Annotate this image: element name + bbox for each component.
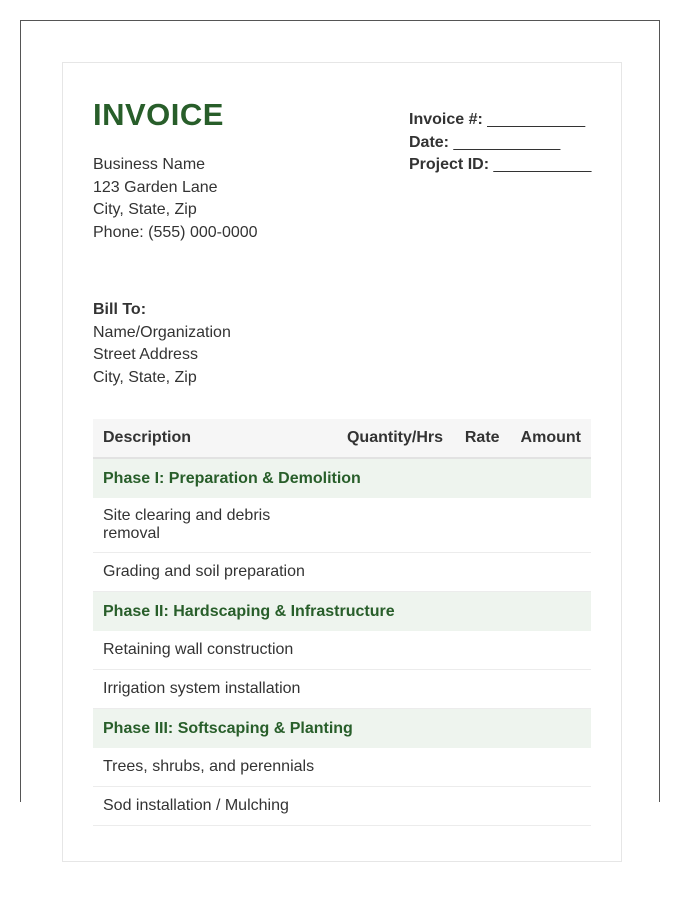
item-description: Retaining wall construction: [93, 631, 336, 670]
item-amount: [511, 553, 591, 592]
invoice-page: [62, 62, 622, 862]
invoice-number-row: [409, 109, 591, 132]
invoice-title: INVOICE: [93, 97, 224, 132]
invoice-date-row: [409, 132, 591, 155]
business-city: City, State, Zip: [93, 201, 197, 218]
bill-to-heading: Bill To:: [93, 301, 147, 318]
column-header-quantity: Quantity/Hrs: [336, 419, 454, 458]
project-id-field: ___________: [493, 156, 592, 173]
bill-to-block: [93, 299, 231, 389]
table-row: [93, 787, 591, 826]
phase-label: Phase II: Hardscaping & Infrastructure: [93, 592, 591, 632]
item-rate: [454, 631, 511, 670]
business-street: 123 Garden Lane: [93, 178, 218, 196]
item-amount: [511, 748, 591, 787]
item-rate: [454, 787, 511, 826]
invoice-date-field: ____________: [453, 133, 561, 151]
line-items-table: [93, 419, 591, 826]
item-amount: [511, 631, 591, 670]
item-description: Sod installation / Mulching: [93, 787, 336, 826]
column-header-rate: Rate: [454, 419, 511, 458]
item-rate: [454, 748, 511, 787]
item-description: Site clearing and debris removal: [93, 498, 336, 553]
phase-row: [93, 592, 591, 632]
document-viewport: [20, 20, 660, 814]
item-description: Grading and soil preparation: [93, 553, 336, 592]
item-quantity: [336, 670, 454, 709]
item-amount: [511, 670, 591, 709]
business-info: [93, 154, 258, 244]
column-header-description: Description: [93, 419, 336, 458]
phase-row: [93, 458, 591, 498]
business-name: Business Name: [93, 156, 206, 173]
item-quantity: [336, 553, 454, 592]
item-quantity: [336, 787, 454, 826]
item-quantity: [336, 748, 454, 787]
bill-to-name: Name/Organization: [93, 323, 231, 341]
bill-to-street: Street Address: [93, 346, 198, 363]
item-quantity: [336, 631, 454, 670]
item-amount: [511, 787, 591, 826]
invoice-number-field: ___________: [487, 111, 586, 128]
table-row: [93, 670, 591, 709]
column-header-amount: Amount: [511, 419, 591, 458]
invoice-number-label: Invoice #:: [409, 111, 483, 128]
project-id-label: Project ID:: [409, 156, 490, 173]
table-row: [93, 631, 591, 670]
business-phone: Phone: (555) 000-0000: [93, 223, 258, 241]
table-row: [93, 748, 591, 787]
item-description: Irrigation system installation: [93, 670, 336, 709]
phase-label: Phase III: Softscaping & Planting: [93, 709, 591, 749]
item-description: Trees, shrubs, and perennials: [93, 748, 336, 787]
phase-label: Phase I: Preparation & Demolition: [93, 458, 591, 498]
table-row: [93, 553, 591, 592]
table-header-row: [93, 419, 591, 458]
item-quantity: [336, 498, 454, 553]
invoice-date-label: Date:: [409, 133, 450, 151]
item-amount: [511, 498, 591, 553]
table-row: [93, 498, 591, 553]
project-id-row: [409, 154, 591, 177]
bill-to-city: City, State, Zip: [93, 368, 197, 386]
item-rate: [454, 553, 511, 592]
item-rate: [454, 670, 511, 709]
invoice-meta: [409, 109, 591, 177]
item-rate: [454, 498, 511, 553]
phase-row: [93, 709, 591, 749]
